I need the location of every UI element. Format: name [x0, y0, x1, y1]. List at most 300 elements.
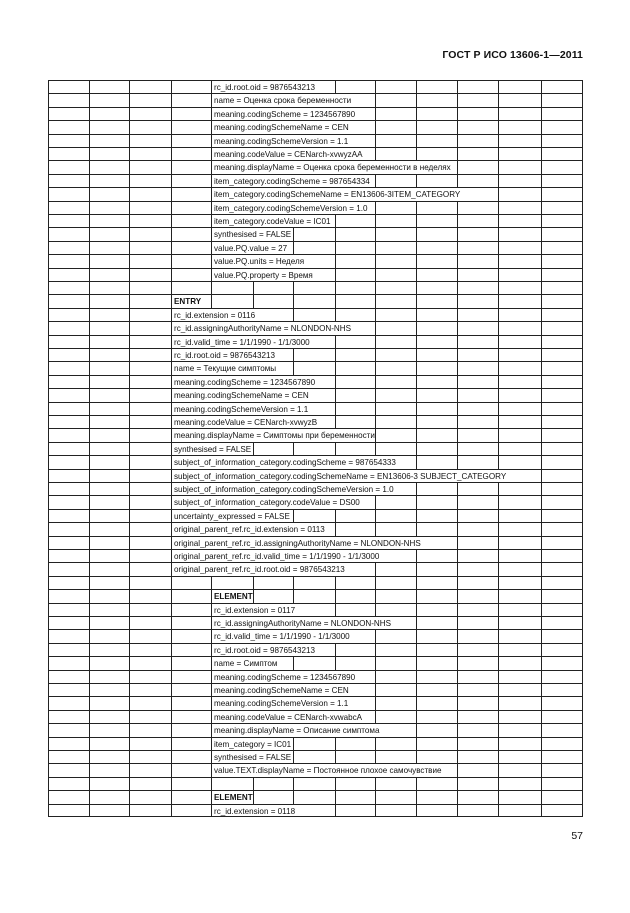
table-cell [457, 120, 498, 133]
table-cell [541, 281, 583, 294]
table-row [48, 455, 583, 468]
table-cell [129, 710, 171, 723]
attribute-cell: rc_id.valid_time = 1/1/1990 - 1/1/3000 [171, 335, 310, 348]
table-cell [89, 804, 129, 817]
table-cell [48, 375, 89, 388]
table-cell [293, 294, 335, 307]
table-cell [89, 522, 129, 535]
table-cell [48, 509, 89, 522]
attribute-cell: subject_of_information_category.codeValue = DS00 [171, 495, 360, 508]
table-cell [541, 643, 583, 656]
table-cell [48, 455, 89, 468]
table-cell [541, 268, 583, 281]
table-cell [457, 308, 498, 321]
table-cell [89, 442, 129, 455]
table-cell [457, 643, 498, 656]
table-cell [416, 107, 457, 120]
attribute-cell: original_parent_ref.rc_id.assigningAuthorityName = NLONDON-NHS [171, 536, 421, 549]
table-cell [375, 120, 416, 133]
table-cell [457, 576, 498, 589]
table-cell [457, 174, 498, 187]
table-cell [375, 670, 416, 683]
attribute-cell: rc_id.root.oid = 9876543213 [171, 348, 275, 361]
attribute-cell: meaning.codingSchemeVersion = 1.1 [211, 134, 348, 147]
table-cell [457, 187, 498, 200]
table-cell [129, 777, 171, 790]
table-cell [457, 321, 498, 334]
table-cell [335, 522, 375, 535]
table-cell [375, 308, 416, 321]
table-cell [48, 670, 89, 683]
table-cell [457, 495, 498, 508]
attribute-cell: meaning.codingSchemeVersion = 1.1 [171, 402, 308, 415]
table-cell [89, 294, 129, 307]
table-cell [498, 321, 541, 334]
table-cell [416, 241, 457, 254]
section-heading-cell: ENTRY [171, 294, 201, 307]
table-cell [498, 442, 541, 455]
table-row [48, 589, 583, 602]
table-cell [375, 777, 416, 790]
table-cell [48, 629, 89, 642]
table-cell [129, 495, 171, 508]
table-cell [211, 294, 253, 307]
table-cell [48, 241, 89, 254]
table-cell [541, 737, 583, 750]
attribute-cell: uncertainty_expressed = FALSE [171, 509, 290, 522]
attribute-cell: value.PQ.units = Неделя [211, 254, 304, 267]
table-cell [129, 160, 171, 173]
table-row [48, 174, 583, 187]
attribute-cell: rc_id.root.oid = 9876543213 [211, 80, 315, 93]
table-cell [129, 589, 171, 602]
attribute-cell: rc_id.extension = 0117 [211, 603, 295, 616]
table-cell [293, 227, 335, 240]
table-cell [335, 576, 375, 589]
table-row [48, 402, 583, 415]
table-cell [335, 750, 375, 763]
table-cell [89, 643, 129, 656]
table-cell [416, 174, 457, 187]
table-cell [416, 348, 457, 361]
table-row [48, 616, 583, 629]
table-cell [457, 629, 498, 642]
attribute-cell: rc_id.extension = 0118 [211, 804, 295, 817]
table-cell [48, 616, 89, 629]
attribute-cell: meaning.codeValue = CENarch-xvwabcA [211, 710, 362, 723]
table-cell [48, 388, 89, 401]
attribute-cell: item_category.codingScheme = 987654334 [211, 174, 370, 187]
attribute-cell: original_parent_ref.rc_id.root.oid = 9876543213 [171, 562, 345, 575]
table-cell [129, 616, 171, 629]
table-row [48, 469, 583, 482]
table-cell [89, 107, 129, 120]
table-row [48, 656, 583, 669]
structure-table [48, 80, 583, 817]
table-cell [129, 241, 171, 254]
table-cell [171, 107, 211, 120]
table-cell [48, 536, 89, 549]
table-cell [89, 93, 129, 106]
table-cell [335, 294, 375, 307]
table-cell [541, 107, 583, 120]
table-cell [293, 361, 335, 374]
table-cell [375, 603, 416, 616]
table-cell [498, 629, 541, 642]
table-cell [48, 415, 89, 428]
table-cell [129, 147, 171, 160]
table-cell [129, 428, 171, 441]
table-cell [498, 375, 541, 388]
table-cell [89, 214, 129, 227]
table-cell [129, 335, 171, 348]
table-cell [253, 442, 293, 455]
table-cell [171, 268, 211, 281]
table-cell [457, 737, 498, 750]
table-cell [498, 134, 541, 147]
attribute-cell: subject_of_information_category.codingSchemeVersion = 1.0 [171, 482, 394, 495]
table-cell [171, 804, 211, 817]
attribute-cell: rc_id.root.oid = 9876543213 [211, 643, 315, 656]
table-cell [416, 723, 457, 736]
table-cell [498, 616, 541, 629]
table-cell [171, 656, 211, 669]
table-cell [541, 134, 583, 147]
table-cell [48, 227, 89, 240]
table-cell [457, 375, 498, 388]
table-cell [293, 603, 335, 616]
table-cell [48, 201, 89, 214]
table-cell [335, 737, 375, 750]
table-cell [541, 187, 583, 200]
table-cell [48, 428, 89, 441]
table-cell [541, 509, 583, 522]
table-cell [89, 549, 129, 562]
table-cell [89, 120, 129, 133]
table-cell [129, 388, 171, 401]
table-cell [375, 629, 416, 642]
table-cell [416, 442, 457, 455]
table-cell [129, 482, 171, 495]
table-cell [129, 603, 171, 616]
table-cell [171, 227, 211, 240]
table-row [48, 576, 583, 589]
table-cell [375, 348, 416, 361]
table-cell [89, 683, 129, 696]
table-cell [541, 522, 583, 535]
table-cell [498, 804, 541, 817]
table-cell [129, 187, 171, 200]
table-cell [416, 120, 457, 133]
table-cell [375, 656, 416, 669]
table-row [48, 93, 583, 106]
table-row [48, 710, 583, 723]
table-cell [416, 509, 457, 522]
table-cell [498, 603, 541, 616]
table-cell [457, 80, 498, 93]
table-cell [293, 656, 335, 669]
table-cell [498, 549, 541, 562]
table-cell [541, 93, 583, 106]
attribute-cell: synthesised = FALSE [211, 227, 291, 240]
table-row [48, 120, 583, 133]
table-cell [375, 576, 416, 589]
table-cell [541, 308, 583, 321]
attribute-cell: value.TEXT.displayName = Постоянное плохое самочувствие [211, 763, 442, 776]
table-cell [541, 402, 583, 415]
table-cell [48, 482, 89, 495]
table-row [48, 321, 583, 334]
table-cell [171, 120, 211, 133]
table-cell [498, 576, 541, 589]
table-cell [457, 268, 498, 281]
table-row [48, 335, 583, 348]
table-cell [89, 388, 129, 401]
table-cell [498, 268, 541, 281]
table-cell [498, 696, 541, 709]
table-row [48, 723, 583, 736]
table-cell [335, 777, 375, 790]
table-cell [541, 361, 583, 374]
table-cell [293, 576, 335, 589]
section-heading-cell: ELEMENT [211, 790, 253, 803]
table-cell [375, 509, 416, 522]
table-cell [89, 750, 129, 763]
table-cell [457, 750, 498, 763]
table-cell [416, 375, 457, 388]
table-cell [498, 522, 541, 535]
table-cell [335, 254, 375, 267]
table-row [48, 160, 583, 173]
table-cell [457, 723, 498, 736]
table-cell [498, 335, 541, 348]
table-cell [335, 281, 375, 294]
table-row [48, 147, 583, 160]
table-cell [498, 227, 541, 240]
table-cell [375, 93, 416, 106]
table-cell [48, 549, 89, 562]
table-row [48, 134, 583, 147]
table-cell [129, 134, 171, 147]
table-cell [416, 335, 457, 348]
table-cell [335, 643, 375, 656]
table-row [48, 562, 583, 575]
table-cell [48, 710, 89, 723]
table-cell [416, 629, 457, 642]
table-cell [89, 174, 129, 187]
table-cell [293, 281, 335, 294]
table-cell [129, 375, 171, 388]
table-cell [498, 294, 541, 307]
table-row [48, 549, 583, 562]
table-row [48, 388, 583, 401]
table-cell [457, 549, 498, 562]
table-cell [457, 227, 498, 240]
table-cell [457, 616, 498, 629]
table-cell [457, 428, 498, 441]
table-cell [48, 187, 89, 200]
table-cell [457, 241, 498, 254]
table-row [48, 536, 583, 549]
table-cell [457, 147, 498, 160]
attribute-cell: meaning.codingScheme = 1234567890 [211, 107, 355, 120]
table-cell [416, 388, 457, 401]
table-cell [416, 522, 457, 535]
table-cell [541, 348, 583, 361]
table-row [48, 294, 583, 307]
table-cell [48, 589, 89, 602]
table-cell [48, 254, 89, 267]
table-cell [171, 710, 211, 723]
table-cell [89, 790, 129, 803]
attribute-cell: meaning.displayName = Оценка срока беременности в неделях [211, 160, 451, 173]
table-row [48, 603, 583, 616]
table-cell [416, 670, 457, 683]
table-cell [48, 696, 89, 709]
attribute-cell: value.PQ.property = Время [211, 268, 313, 281]
table-cell [335, 589, 375, 602]
table-cell [498, 348, 541, 361]
table-cell [375, 804, 416, 817]
table-cell [253, 576, 293, 589]
section-heading-cell: ELEMENT [211, 589, 253, 602]
table-cell [498, 120, 541, 133]
table-cell [375, 696, 416, 709]
table-cell [89, 187, 129, 200]
table-cell [416, 134, 457, 147]
attribute-cell: name = Текущие симптомы [171, 361, 276, 374]
table-cell [498, 93, 541, 106]
table-cell [457, 281, 498, 294]
table-cell [541, 589, 583, 602]
table-cell [416, 643, 457, 656]
table-cell [129, 120, 171, 133]
table-cell [171, 80, 211, 93]
table-cell [416, 495, 457, 508]
table-cell [89, 80, 129, 93]
table-cell [89, 589, 129, 602]
table-cell [89, 268, 129, 281]
table-cell [129, 509, 171, 522]
table-cell [129, 629, 171, 642]
attribute-cell: synthesised = FALSE [171, 442, 251, 455]
table-cell [129, 763, 171, 776]
table-cell [498, 536, 541, 549]
table-cell [89, 509, 129, 522]
table-cell [129, 455, 171, 468]
table-cell [457, 254, 498, 267]
attribute-cell: rc_id.assigningAuthorityName = NLONDON-NHS [211, 616, 391, 629]
table-cell [457, 656, 498, 669]
table-row [48, 80, 583, 93]
attribute-cell: rc_id.valid_time = 1/1/1990 - 1/1/3000 [211, 629, 350, 642]
table-cell [293, 509, 335, 522]
table-cell [541, 549, 583, 562]
attribute-cell: item_category.codeValue = IC01 [211, 214, 330, 227]
table-cell [457, 214, 498, 227]
table-cell [48, 522, 89, 535]
table-cell [375, 549, 416, 562]
table-cell [498, 281, 541, 294]
attribute-cell: item_category = IC01 [211, 737, 291, 750]
table-cell [457, 777, 498, 790]
table-row [48, 428, 583, 441]
table-row [48, 375, 583, 388]
table-cell [541, 482, 583, 495]
table-cell [498, 388, 541, 401]
table-cell [498, 509, 541, 522]
table-cell [171, 763, 211, 776]
table-cell [457, 670, 498, 683]
table-cell [541, 495, 583, 508]
table-cell [541, 750, 583, 763]
table-cell [541, 603, 583, 616]
table-cell [129, 321, 171, 334]
table-cell [375, 268, 416, 281]
table-cell [498, 428, 541, 441]
table-cell [129, 656, 171, 669]
table-cell [416, 603, 457, 616]
table-cell [48, 750, 89, 763]
table-cell [48, 93, 89, 106]
table-cell [129, 737, 171, 750]
table-cell [335, 509, 375, 522]
table-row [48, 790, 583, 803]
table-cell [375, 107, 416, 120]
table-cell [335, 388, 375, 401]
table-cell [89, 415, 129, 428]
table-cell [375, 643, 416, 656]
attribute-cell: meaning.codeValue = CENarch-xvwyzB [171, 415, 317, 428]
attribute-cell: meaning.codingScheme = 1234567890 [171, 375, 315, 388]
table-cell [171, 214, 211, 227]
table-cell [498, 147, 541, 160]
table-cell [253, 790, 293, 803]
table-cell [498, 763, 541, 776]
table-cell [457, 93, 498, 106]
table-cell [541, 616, 583, 629]
table-row [48, 227, 583, 240]
table-cell [129, 536, 171, 549]
table-cell [171, 174, 211, 187]
table-cell [498, 160, 541, 173]
table-cell [48, 361, 89, 374]
table-cell [171, 643, 211, 656]
table-cell [541, 790, 583, 803]
table-cell [89, 656, 129, 669]
table-cell [416, 254, 457, 267]
table-cell [48, 402, 89, 415]
table-cell [48, 335, 89, 348]
table-cell [375, 415, 416, 428]
table-cell [129, 576, 171, 589]
table-cell [541, 670, 583, 683]
table-cell [335, 348, 375, 361]
attribute-cell: meaning.displayName = Симптомы при беременности [171, 428, 375, 441]
table-cell [129, 562, 171, 575]
table-cell [89, 670, 129, 683]
table-cell [171, 670, 211, 683]
table-cell [375, 321, 416, 334]
table-cell [498, 562, 541, 575]
table-cell [457, 455, 498, 468]
table-cell [541, 335, 583, 348]
table-cell [171, 777, 211, 790]
table-cell [416, 402, 457, 415]
table-cell [129, 308, 171, 321]
table-cell [457, 603, 498, 616]
table-cell [416, 656, 457, 669]
